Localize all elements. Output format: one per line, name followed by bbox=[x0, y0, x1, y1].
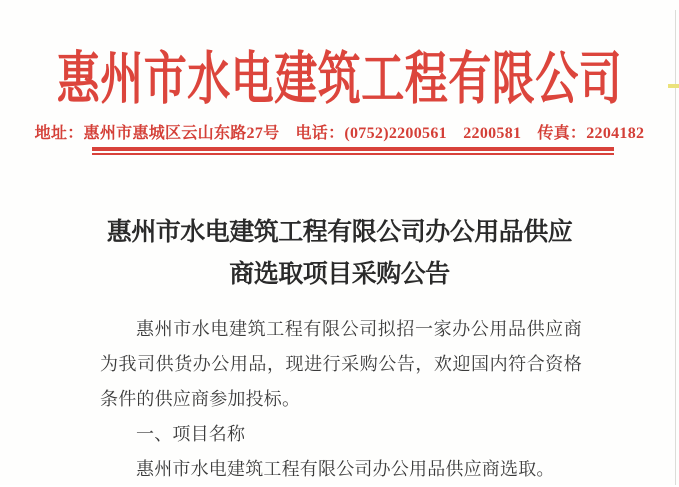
document-title bbox=[0, 212, 679, 296]
document-body-text bbox=[100, 312, 582, 487]
divider-thin-line bbox=[92, 153, 614, 155]
scan-highlight-mark bbox=[668, 84, 679, 88]
divider-thick-line bbox=[92, 147, 614, 151]
letterhead-fax: 传真：2204182 bbox=[537, 125, 645, 142]
paragraph-intro: 惠州市水电建筑工程有限公司拟招一家办公用品供应商为我司供货办公用品，现进行采购公告，欢迎国内符合资格条件的供应商参加投标。 bbox=[100, 319, 582, 409]
letterhead-phone: 电话：(0752)2200561 2200581 bbox=[295, 125, 522, 142]
company-name: 惠州市水电建筑工程有限公司 bbox=[56, 49, 623, 112]
paragraph-section-heading: 一、项目名称 bbox=[136, 424, 246, 444]
document-title-line2: 商选取项目采购公告 bbox=[229, 261, 450, 288]
letterhead-divider bbox=[92, 147, 614, 155]
letterhead-address: 地址：惠州市惠城区云山东路27号 bbox=[34, 125, 280, 142]
document-title-line1: 惠州市水电建筑工程有限公司办公用品供应 bbox=[106, 219, 573, 246]
paragraph-project-name: 惠州市水电建筑工程有限公司办公用品供应商选取。 bbox=[136, 459, 555, 479]
scan-page-edge-line bbox=[675, 10, 676, 485]
letterhead-contact-line bbox=[0, 124, 679, 143]
